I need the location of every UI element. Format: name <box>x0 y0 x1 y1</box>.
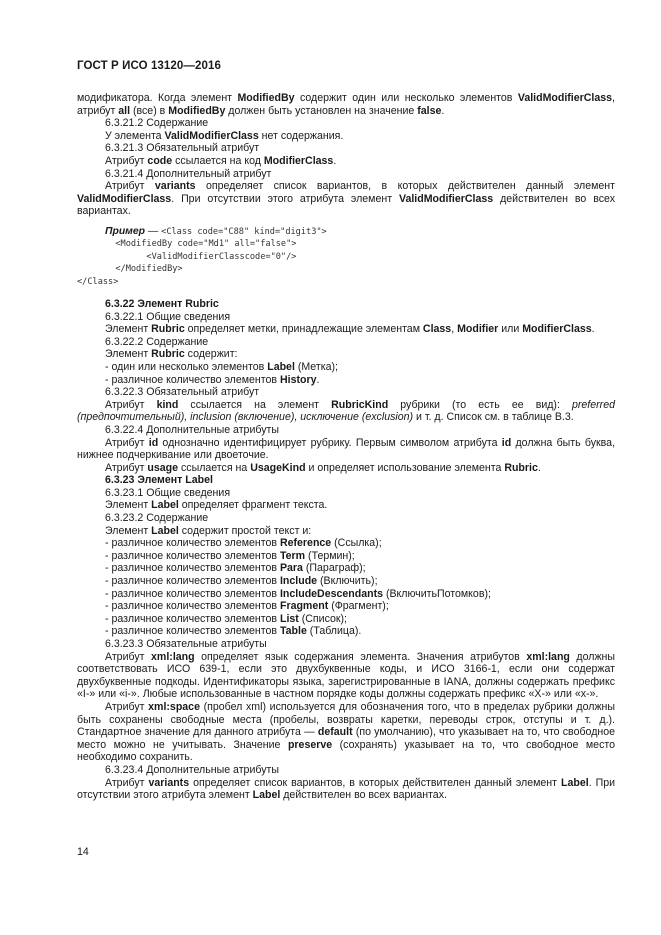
text: рубрики (то есть ее вид): <box>388 398 572 411</box>
term: Label <box>560 776 589 789</box>
text: (по умолчанию), что указывает на то, что свободное место можно не учитывать. Значение <box>77 726 616 751</box>
code-line: </ModifiedBy> <box>105 264 183 275</box>
text: и определяет использование элемента <box>305 461 505 474</box>
term: IncludeDescendants <box>279 587 383 600</box>
section-heading: 6.3.23.2 Содержание <box>105 512 209 525</box>
text: Атрибут <box>105 180 155 193</box>
term: Fragment <box>279 600 329 613</box>
term: id <box>501 436 512 449</box>
section-heading: 6.3.21.3 Обязательный атрибут <box>105 142 260 155</box>
italic-text: preferred (предпочтительный), inclusion (включение), исключение (exclusion) <box>77 398 615 424</box>
text: (Список); <box>298 612 348 625</box>
section-heading: 6.3.22.4 Дополнительные атрибуты <box>105 423 279 436</box>
term: usage <box>147 461 179 474</box>
paragraph <box>77 130 615 143</box>
code-line: <ValidModifierClasscode="0"/> <box>105 251 297 262</box>
list-item <box>77 613 615 626</box>
text: различное количество элементов <box>111 625 280 638</box>
term: Label <box>151 524 179 537</box>
list-item <box>77 588 615 601</box>
term: ValidModifierClass <box>398 192 494 205</box>
term: Label <box>267 360 295 373</box>
text: модификатора. Когда элемент <box>77 92 238 104</box>
term: Rubric <box>151 323 185 336</box>
text: Атрибут <box>105 154 148 167</box>
paragraph <box>77 499 615 512</box>
term: Include <box>279 575 318 588</box>
text: или <box>498 323 523 336</box>
section-heading: 6.3.21.4 Дополнительный атрибут <box>105 167 272 180</box>
term: id <box>148 436 159 449</box>
text: . При отсутствии этого атрибута элемент <box>77 776 616 802</box>
text: (сохранять) указывает на то, что свободное место необходимо сохранить. <box>77 738 615 764</box>
text: определяет список вариантов, в которых действителен данный элемент <box>189 776 561 789</box>
text: различное количество элементов <box>111 612 280 625</box>
text: один или несколько элементов <box>111 360 268 373</box>
list-item <box>77 562 615 575</box>
term: all <box>118 104 131 117</box>
term: Label <box>151 499 179 512</box>
term: false <box>417 104 442 117</box>
list-item <box>77 625 615 638</box>
section-heading: 6.3.22.1 Общие сведения <box>105 310 231 323</box>
text: различное количество элементов <box>111 562 280 575</box>
text: различное количество элементов <box>111 575 280 588</box>
term: ModifiedBy <box>237 92 295 104</box>
paragraph <box>77 155 615 168</box>
term: xml:lang <box>151 650 195 663</box>
paragraph <box>77 651 615 701</box>
paragraph <box>77 777 615 802</box>
list-item <box>77 537 615 550</box>
term: xml:lang <box>526 650 570 663</box>
text: различное количество элементов <box>111 549 280 562</box>
code-text: <Class code="C88" kind="digit3"> <box>161 226 327 237</box>
code-line: <ModifiedBy code="Md1" all="false"> <box>105 239 297 250</box>
text: нет содержания. <box>258 129 344 142</box>
term: Rubric <box>504 461 538 474</box>
text: . При отсутствии этого атрибута элемент <box>171 192 399 205</box>
section-heading: 6.3.22 Элемент Rubric <box>105 297 219 310</box>
term: Table <box>279 625 307 638</box>
term: ModifierClass <box>263 154 334 167</box>
text: (Параграф); <box>302 562 366 575</box>
text: (все) в <box>130 104 169 117</box>
term: History <box>279 373 317 386</box>
term: UsageKind <box>250 461 306 474</box>
text: (Метка); <box>294 360 338 373</box>
text: действителен во всех вариантах. <box>77 192 615 218</box>
term: RubricKind <box>331 398 389 411</box>
text: . <box>537 461 541 474</box>
list-item <box>77 374 615 387</box>
text: ссылается на элемент <box>178 398 332 411</box>
term: kind <box>156 398 179 411</box>
text: различное количество элементов <box>111 373 280 386</box>
paragraph <box>77 348 615 361</box>
section-heading: 6.3.23 Элемент Label <box>105 474 213 487</box>
text: У элемента <box>105 129 165 142</box>
document-header: ГОСТ Р ИСО 13120—2016 <box>77 60 222 72</box>
term: variants <box>154 180 196 193</box>
paragraph <box>77 180 615 218</box>
term: ModifierClass <box>522 323 592 336</box>
text: (Термин); <box>305 549 355 562</box>
list-item <box>77 361 615 374</box>
text: различное количество элементов <box>111 587 280 600</box>
term: Rubric <box>151 348 185 361</box>
term: Label <box>252 789 281 802</box>
text: Атрибут <box>105 398 157 411</box>
term: ValidModifierClass <box>517 92 613 104</box>
text: (Таблица). <box>306 625 362 638</box>
section-heading: 6.3.22.2 Содержание <box>105 335 209 348</box>
text: . <box>441 104 445 117</box>
text: различное количество элементов <box>111 537 280 550</box>
text: (Ссылка); <box>331 537 382 550</box>
text: . <box>333 154 337 167</box>
text: . <box>591 323 595 336</box>
text: Атрибут <box>105 461 148 474</box>
code-line <box>77 226 615 238</box>
document-body <box>77 92 615 802</box>
paragraph <box>77 701 615 764</box>
term: code <box>147 154 173 167</box>
code-example <box>77 226 615 288</box>
text: Элемент <box>105 348 152 361</box>
paragraph <box>77 525 615 538</box>
term: xml:space <box>148 700 200 713</box>
element-list <box>77 537 615 638</box>
text: содержит один или несколько элементов <box>294 92 518 104</box>
text: Элемент <box>105 499 152 512</box>
text: ссылается на <box>178 461 251 474</box>
list-item <box>77 550 615 563</box>
text: Атрибут <box>105 700 149 713</box>
term: Reference <box>279 537 332 550</box>
term: Para <box>279 562 303 575</box>
text: определяет язык содержания элемента. Значения атрибутов <box>194 650 527 663</box>
text: действителен во всех вариантах. <box>280 789 447 802</box>
text: (пробел xml) используется для обозначения того, что в пределах рубрики должны быть сохранены свободные места (пробелы, возвраты каретки, переводы строк, отступы и т. д.). Стандартное значение для данного атрибута — <box>77 700 615 739</box>
term: variants <box>148 776 190 789</box>
term: ModifiedBy <box>168 104 226 117</box>
text: , <box>451 323 458 336</box>
text: содержит простой текст и: <box>178 524 312 537</box>
text: должна быть буква, нижнее подчеркивание или двоеточие. <box>77 436 616 462</box>
term: Class <box>422 323 452 336</box>
text: (ВключитьПотомков); <box>383 587 491 600</box>
term: Modifier <box>457 323 499 336</box>
list-item <box>77 600 615 613</box>
text: содержит: <box>184 348 238 361</box>
paragraph <box>77 462 615 475</box>
term: preserve <box>287 738 333 751</box>
section-heading: 6.3.23.3 Обязательные атрибуты <box>105 638 267 650</box>
section-heading: 6.3.23.4 Дополнительные атрибуты <box>105 763 279 776</box>
paragraph <box>77 399 615 424</box>
text: и т. д. Список см. в таблице В.3. <box>413 411 574 424</box>
text: должны соответствовать ИСО 639-1, если это двухбуквенные коды, и ИСО 3166-1, если они содержат двухбуквенные подкоды. Идентификаторы языка, зарегистрированные в IANA, должны содержать префикс «I-» или «i-». Любые использованные в частном порядке коды должны содержать префикс «X-» или «x-». <box>77 650 616 701</box>
text: Атрибут <box>105 776 149 789</box>
page-number: 14 <box>77 846 89 858</box>
text: — <box>144 225 162 237</box>
text: (Включить); <box>317 575 378 588</box>
example-label: Пример <box>105 225 145 237</box>
text: определяет метки, принадлежащие элементам <box>184 323 423 336</box>
text: ссылается на код <box>172 154 264 167</box>
text: однозначно идентифицирует рубрику. Первым символом атрибута <box>158 436 502 449</box>
text: определяет список вариантов, в которых действителен данный элемент <box>195 180 615 193</box>
section-heading: 6.3.23.1 Общие сведения <box>105 486 231 499</box>
term: default <box>317 726 353 739</box>
text: различное количество элементов <box>111 600 280 613</box>
term: ValidModifierClass <box>77 192 172 205</box>
text: Атрибут <box>105 436 149 449</box>
text: должен быть установлен на значение <box>225 104 418 117</box>
text: Элемент <box>105 323 152 336</box>
code-line: </Class> <box>77 276 119 287</box>
text: , атрибут <box>77 92 615 117</box>
paragraph-modifiedby <box>77 92 615 117</box>
text: (Фрагмент); <box>328 600 389 613</box>
list-item <box>77 575 615 588</box>
term: List <box>279 612 299 625</box>
text: Элемент <box>105 524 152 537</box>
term: ValidModifierClass <box>164 129 259 142</box>
paragraph <box>77 437 615 462</box>
section-heading: 6.3.22.3 Обязательный атрибут <box>105 386 260 399</box>
section-heading: 6.3.21.2 Содержание <box>105 117 209 130</box>
term: Term <box>279 549 306 562</box>
paragraph <box>77 323 615 336</box>
text: . <box>316 373 320 386</box>
text: Атрибут <box>105 650 152 663</box>
text: определяет фрагмент текста. <box>178 499 328 512</box>
